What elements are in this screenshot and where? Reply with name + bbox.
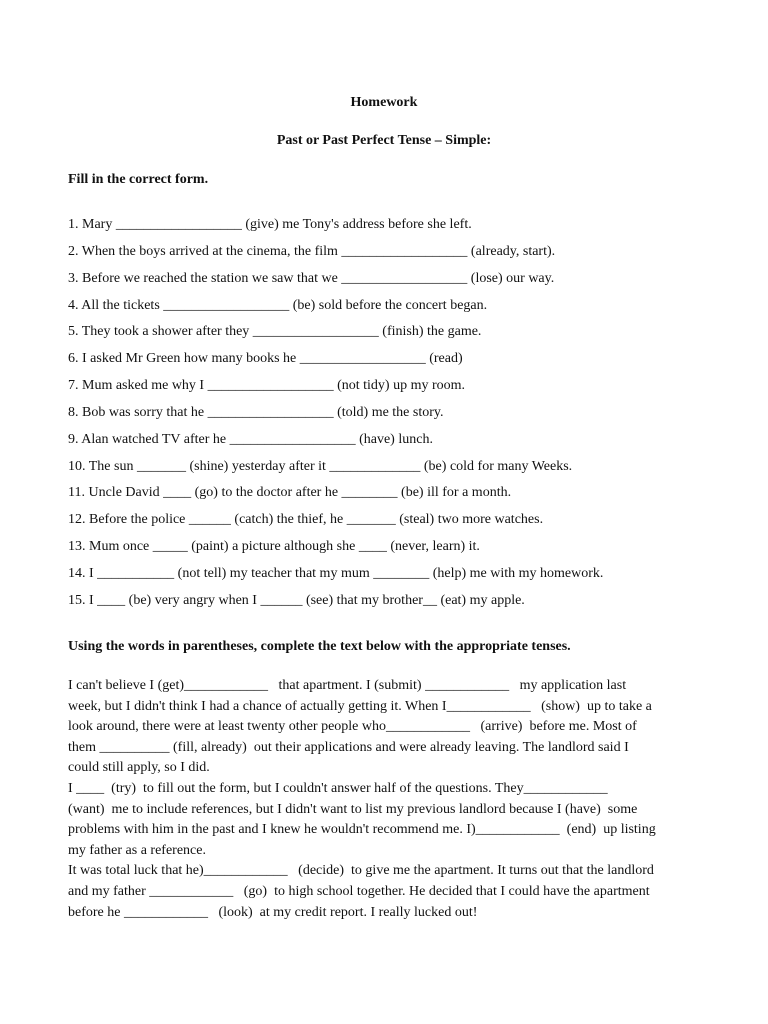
exercise-item-1: 1. Mary __________________ (give) me Tony's address before she left.	[68, 217, 472, 232]
exercise-item-13: 13. Mum once _____ (paint) a picture although she ____ (never, learn) it.	[68, 539, 480, 555]
page-subtitle: Past or Past Perfect Tense – Simple:	[276, 133, 492, 148]
page-title: Homework	[350, 95, 418, 110]
exercise-item-5: 5. They took a shower after they __________________ (finish) the game.	[68, 324, 482, 340]
exercise-item-14: 14. I ___________ (not tell) my teacher that my mum ________ (help) me with my homework.	[68, 565, 604, 581]
exercise-item-3: 3. Before we reached the station we saw that we __________________ (lose) our way.	[68, 270, 555, 286]
passage-line: before he ____________ (look) at my credit report. I really lucked out!	[68, 904, 478, 920]
passage-line: my father as a reference.	[68, 842, 206, 858]
passage-line: It was total luck that he)____________ (decide) to give me the apartment. It turns out that the landlord	[68, 863, 654, 879]
exercise-item-10: 10. The sun _______ (shine) yesterday after it _____________ (be) cold for many Weeks.	[68, 458, 573, 474]
passage-line: them __________ (fill, already) out their applications and were already leaving. The landlord said I	[68, 739, 629, 755]
exercise-item-4: 4. All the tickets __________________ (be) sold before the concert began.	[68, 297, 488, 313]
passage-line: I can't believe I (get)____________ that apartment. I (submit) ____________ my application last	[68, 678, 627, 693]
passage-line: problems with him in the past and I knew he wouldn't recommend me. I)____________ (end) up listing	[68, 822, 656, 838]
passage-line: look around, there were at least twenty other people who____________ (arrive) before me. Most of	[68, 719, 637, 735]
section-2-instruction: Using the words in parentheses, complete the text below with the appropriate tenses.	[68, 639, 571, 654]
exercise-item-11: 11. Uncle David ____ (go) to the doctor after he ________ (be) ill for a month.	[68, 485, 512, 501]
passage-line: I ____ (try) to fill out the form, but I couldn't answer half of the questions. They____________	[68, 780, 608, 796]
passage-line: week, but I didn't think I had a chance of actually getting it. When I____________ (show) up to take a	[68, 698, 652, 714]
passage-line: (want) me to include references, but I didn't want to list my previous landlord because I (have) some	[68, 801, 638, 817]
exercise-item-12: 12. Before the police ______ (catch) the thief, he _______ (steal) two more watches.	[68, 512, 544, 528]
exercise-item-2: 2. When the boys arrived at the cinema, the film __________________ (already, start).	[68, 243, 556, 259]
exercise-list	[68, 216, 728, 619]
exercise-item-8: 8. Bob was sorry that he __________________ (told) me the story.	[68, 404, 444, 420]
passage-text	[68, 677, 708, 924]
exercise-item-9: 9. Alan watched TV after he __________________ (have) lunch.	[68, 431, 433, 447]
exercise-item-6: 6. I asked Mr Green how many books he __________________ (read)	[68, 351, 463, 367]
exercise-item-7: 7. Mum asked me why I __________________ (not tidy) up my room.	[68, 378, 466, 394]
passage-line: and my father ____________ (go) to high school together. He decided that I could have the apartment	[68, 883, 650, 899]
passage-line: could still apply, so I did.	[68, 760, 210, 776]
section-1-instruction: Fill in the correct form.	[68, 172, 209, 187]
exercise-item-15: 15. I ____ (be) very angry when I ______ (see) that my brother__ (eat) my apple.	[68, 592, 525, 608]
